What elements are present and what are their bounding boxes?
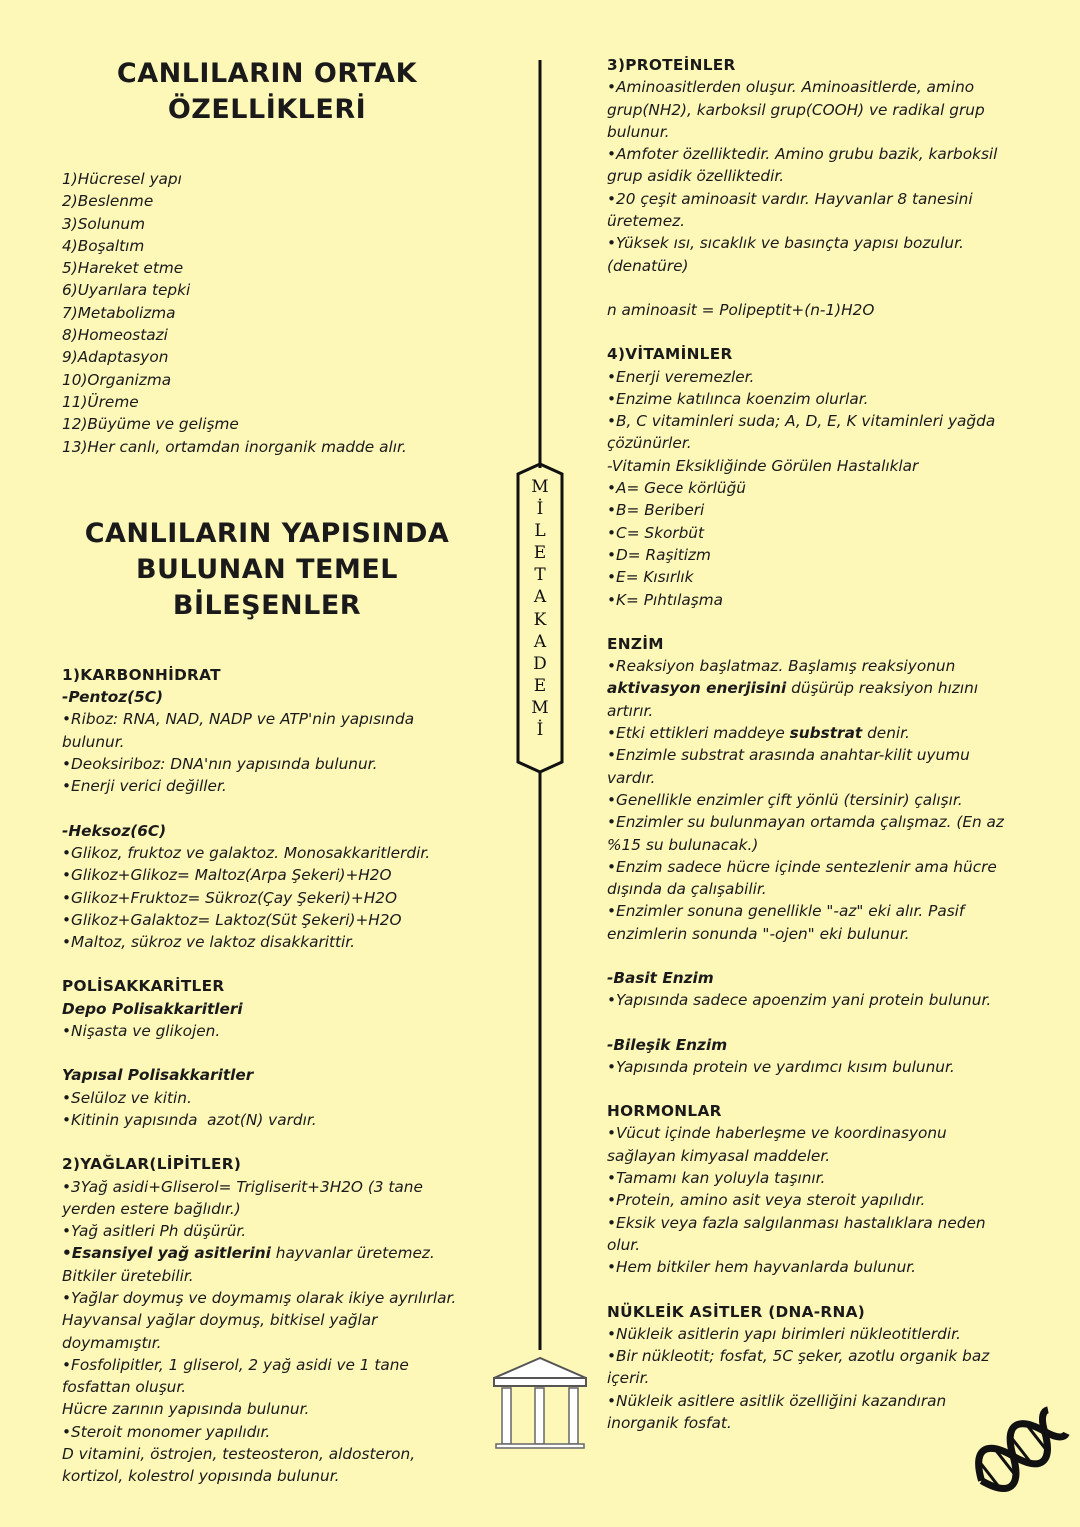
brand-letter: İ — [536, 499, 544, 520]
list-item: •Enzim sadece hücre içinde sentezlenir ama hücre — [607, 857, 997, 876]
list-item: •Maltoz, sükroz ve laktoz disakkarittir. — [62, 933, 356, 952]
list-item: •Selüloz ve kitin. — [62, 1088, 192, 1107]
vitamin-list — [607, 366, 1027, 611]
list-item: •Enerji verici değiller. — [62, 777, 227, 796]
brand-letter: K — [533, 609, 547, 630]
list-item: •Nükleik asitlerin yapı birimleri nükleotitlerdir. — [607, 1324, 961, 1343]
feature-item: 6)Uyarılara tepki — [62, 281, 191, 300]
list-item: sağlayan kimyasal maddeler. — [607, 1146, 831, 1165]
list-item: •Bir nükleotit; fosfat, 5C şeker, azotlu organik baz — [607, 1347, 990, 1366]
depo-list — [62, 1020, 472, 1042]
list-item: •Yağlar doymuş ve doymamış olarak ikiye ayrılırlar. — [62, 1288, 457, 1307]
list-item: bulunur. — [62, 732, 125, 751]
list-item: •3Yağ asidi+Gliserol= Trigliserit+3H2O (3 tane — [62, 1177, 423, 1196]
list-item: grup asidik özelliktedir. — [607, 167, 785, 186]
subsection-bilesik-enzim: -Bileşik Enzim — [607, 1035, 728, 1054]
enzim-line-4 — [607, 722, 1027, 744]
list-item: olur. — [607, 1235, 641, 1254]
list-item: grup(NH2), karboksil grup(COOH) ve radikal grup — [607, 100, 985, 119]
feature-item: 3)Solunum — [62, 214, 146, 233]
enzim-line-3: artırır. — [607, 701, 654, 720]
enzim-list — [607, 744, 1027, 945]
section-proteinler: 3)PROTEİNLER — [607, 56, 736, 74]
feature-item: 10)Organizma — [62, 370, 172, 389]
heksoz-list — [62, 842, 472, 953]
yag-list-a — [62, 1176, 472, 1243]
feature-item: 8)Homeostazi — [62, 326, 168, 345]
list-item: •Glikoz+Galaktoz= Laktoz(Süt Şekeri)+H2O — [62, 910, 402, 929]
title-line: CANLILARIN ORTAK — [116, 58, 418, 89]
section-enzim: ENZİM — [607, 634, 664, 653]
left-column — [62, 56, 472, 1488]
list-item: vardır. — [607, 768, 656, 787]
enzim-line-4-post: denir. — [862, 724, 910, 743]
title-line: BULUNAN TEMEL — [135, 553, 399, 585]
enzim-line-2 — [607, 677, 1027, 699]
section-nukleik-asitler: NÜKLEİK ASİTLER (DNA-RNA) — [607, 1302, 866, 1321]
list-item: enzimlerin sonunda "-ojen" eki bulunur. — [607, 924, 910, 943]
feature-item: 13)Her canlı, ortamdan inorganik madde alır. — [62, 437, 407, 456]
list-item: •K= Pıhtılaşma — [607, 590, 724, 609]
brand-letter: T — [534, 565, 546, 586]
title-ortak-ozellikler — [62, 56, 472, 128]
list-item: •Amfoter özelliktedir. Amino grubu bazik, karboksil — [607, 145, 998, 164]
yapisal-list — [62, 1087, 472, 1132]
list-item: (denatüre) — [607, 256, 689, 275]
brand-letter: E — [533, 543, 547, 564]
section-karbonhidrat: 1)KARBONHİDRAT — [62, 665, 221, 684]
list-item: •A= Gece körlüğü — [607, 479, 746, 498]
title-line: CANLILARIN YAPISINDA — [84, 517, 450, 549]
title-line: ÖZELLİKLERİ — [167, 94, 367, 125]
list-item: •Yapısında protein ve yardımcı kısım bulunur. — [607, 1057, 955, 1076]
enzim-aktivasyon-bold: aktivasyon enerjisini — [607, 679, 787, 698]
list-item: •Eksik veya fazla salgılanması hastalıklara neden — [607, 1213, 986, 1232]
feature-item: 12)Büyüme ve gelişme — [62, 415, 239, 434]
subsection-depo: Depo Polisakkaritleri — [62, 999, 243, 1018]
protein-equation: n aminoasit = Polipeptit+(n-1)H2O — [607, 300, 875, 319]
brand-letter: L — [534, 521, 546, 542]
list-item: üretemez. — [607, 212, 686, 231]
feature-item: 1)Hücresel yapı — [62, 170, 182, 188]
list-item: •D= Raşitizm — [607, 545, 711, 564]
yag-esansiyel-line — [62, 1242, 472, 1264]
list-item: •Nükleik asitlere asitlik özelliğini kazandıran — [607, 1391, 947, 1410]
list-item: •Hem bitkiler hem hayvanlarda bulunur. — [607, 1258, 917, 1277]
yag-list-b — [62, 1265, 472, 1488]
brand-vertical-text — [518, 476, 562, 741]
brand-letter: M — [531, 697, 549, 718]
list-item: •B= Beriberi — [607, 501, 705, 520]
list-item: D vitamini, östrojen, testeosteron, aldosteron, — [62, 1445, 416, 1464]
list-item: •B, C vitaminleri suda; A, D, E, K vitaminleri yağda — [607, 412, 996, 431]
basit-enzim-list — [607, 989, 1027, 1011]
list-item: •Yağ asitleri Ph düşürür. — [62, 1222, 247, 1241]
feature-item: 11)Üreme — [62, 392, 139, 411]
list-item: •Steroit monomer yapılıdır. — [62, 1422, 271, 1441]
list-item: Bitkiler üretebilir. — [62, 1266, 194, 1285]
list-item: inorganik fosfat. — [607, 1414, 732, 1433]
list-item: •Glikoz+Fruktoz= Sükroz(Çay Şekeri)+H2O — [62, 888, 398, 907]
section-hormonlar: HORMONLAR — [607, 1102, 722, 1121]
subsection-basit-enzim: -Basit Enzim — [607, 968, 714, 987]
list-item: •Enzime katılınca koenzim olurlar. — [607, 389, 869, 408]
list-item: •Vücut içinde haberleşme ve koordinasyonu — [607, 1124, 947, 1143]
list-item: %15 su bulunacak.) — [607, 835, 759, 854]
list-item: •Enerji veremezler. — [607, 367, 755, 386]
brand-letter: D — [533, 653, 547, 674]
list-item: •Yapısında sadece apoenzim yani protein bulunur. — [607, 991, 992, 1010]
subsection-pentoz: -Pentoz(5C) — [62, 688, 163, 707]
bilesik-enzim-list — [607, 1056, 1027, 1078]
list-item: dışında da çalışabilir. — [607, 880, 767, 899]
list-item: -Vitamin Eksikliğinde Görülen Hastalıklar — [607, 456, 919, 475]
brand-letter: M — [531, 477, 549, 497]
list-item: Hücre zarının yapısında bulunur. — [62, 1400, 310, 1419]
enzim-line-4-pre: •Etki ettikleri maddeye — [607, 724, 790, 743]
feature-item: 4)Boşaltım — [62, 236, 145, 255]
list-item: bulunur. — [607, 122, 670, 141]
brand-letter: A — [533, 631, 547, 652]
enzim-line-1: •Reaksiyon başlatmaz. Başlamış reaksiyonun — [607, 657, 956, 676]
yag-esansiyel-bold: •Esansiyel yağ asitlerini — [62, 1244, 271, 1263]
section-yaglar: 2)YAĞLAR(LİPİTLER) — [62, 1155, 242, 1174]
enzim-substrat-bold: substrat — [789, 724, 863, 743]
feature-item: 2)Beslenme — [62, 192, 154, 211]
list-item: çözünürler. — [607, 434, 692, 453]
section-polisakkaritler: POLİSAKKARİTLER — [62, 977, 225, 996]
list-item: •Enzimler su bulunmayan ortamda çalışmaz. (En az — [607, 813, 1004, 832]
hormon-list — [607, 1122, 1027, 1278]
list-item: kortizol, kolestrol yopısında bulunur. — [62, 1467, 340, 1486]
nukleik-list — [607, 1323, 1027, 1434]
features-list — [62, 168, 472, 458]
list-item: fosfattan oluşur. — [62, 1378, 187, 1397]
subsection-heksoz: -Heksoz(6C) — [62, 821, 167, 840]
list-item: •Riboz: RNA, NAD, NADP ve ATP'nin yapısında — [62, 710, 415, 729]
temple-icon — [494, 1358, 586, 1448]
feature-item: 5)Hareket etme — [62, 259, 184, 278]
list-item: •Genellikle enzimler çift yönlü (tersinir) çalışır. — [607, 790, 963, 809]
title-temel-bilesenler — [62, 516, 472, 624]
feature-item: 9)Adaptasyon — [62, 348, 169, 367]
protein-list — [607, 76, 1027, 277]
list-item: •Fosfolipitler, 1 gliserol, 2 yağ asidi ve 1 tane — [62, 1355, 409, 1374]
subsection-yapisal: Yapısal Polisakkaritler — [62, 1066, 254, 1085]
brand-letter: İ — [536, 720, 544, 741]
list-item: •C= Skorbüt — [607, 523, 705, 542]
brand-letter: A — [533, 587, 547, 608]
list-item: •Kitinin yapısında azot(N) vardır. — [62, 1110, 317, 1129]
list-item: •20 çeşit aminoasit vardır. Hayvanlar 8 tanesini — [607, 189, 973, 208]
list-item: •Deoksiriboz: DNA'nın yapısında bulunur. — [62, 755, 378, 774]
title-line: BİLEŞENLER — [172, 589, 362, 621]
list-item: •Nişasta ve glikojen. — [62, 1022, 221, 1041]
enzim-line-2-rest: düşürüp reaksiyon hızını — [786, 679, 979, 698]
list-item: •Protein, amino asit veya steroit yapılıdır. — [607, 1191, 926, 1210]
feature-item: 7)Metabolizma — [62, 303, 176, 322]
section-vitaminler: 4)VİTAMİNLER — [607, 345, 733, 364]
list-item: •Yüksek ısı, sıcaklık ve basınçta yapısı bozulur. — [607, 234, 964, 253]
list-item: Hayvansal yağlar doymuş, bitkisel yağlar — [62, 1311, 378, 1330]
list-item: doymamıştır. — [62, 1333, 162, 1352]
pentoz-list — [62, 708, 472, 797]
list-item: yerden estere bağlıdır.) — [62, 1199, 241, 1218]
list-item: •Glikoz, fruktoz ve galaktoz. Monosakkaritlerdir. — [62, 843, 431, 862]
list-item: •Glikoz+Glikoz= Maltoz(Arpa Şekeri)+H2O — [62, 866, 392, 885]
right-column — [607, 54, 1027, 1434]
list-item: •E= Kısırlık — [607, 568, 694, 587]
list-item: •Enzimler sonuna genellikle "-az" eki alır. Pasif — [607, 902, 965, 921]
list-item: içerir. — [607, 1369, 650, 1388]
list-item: •Enzimle substrat arasında anahtar-kilit uyumu — [607, 746, 970, 765]
list-item: •Tamamı kan yoluyla taşınır. — [607, 1169, 826, 1188]
brand-letter: E — [533, 675, 547, 696]
yag-esansiyel-rest: hayvanlar üretemez. — [270, 1244, 435, 1263]
list-item: •Aminoasitlerden oluşur. Aminoasitlerde, amino — [607, 78, 975, 97]
